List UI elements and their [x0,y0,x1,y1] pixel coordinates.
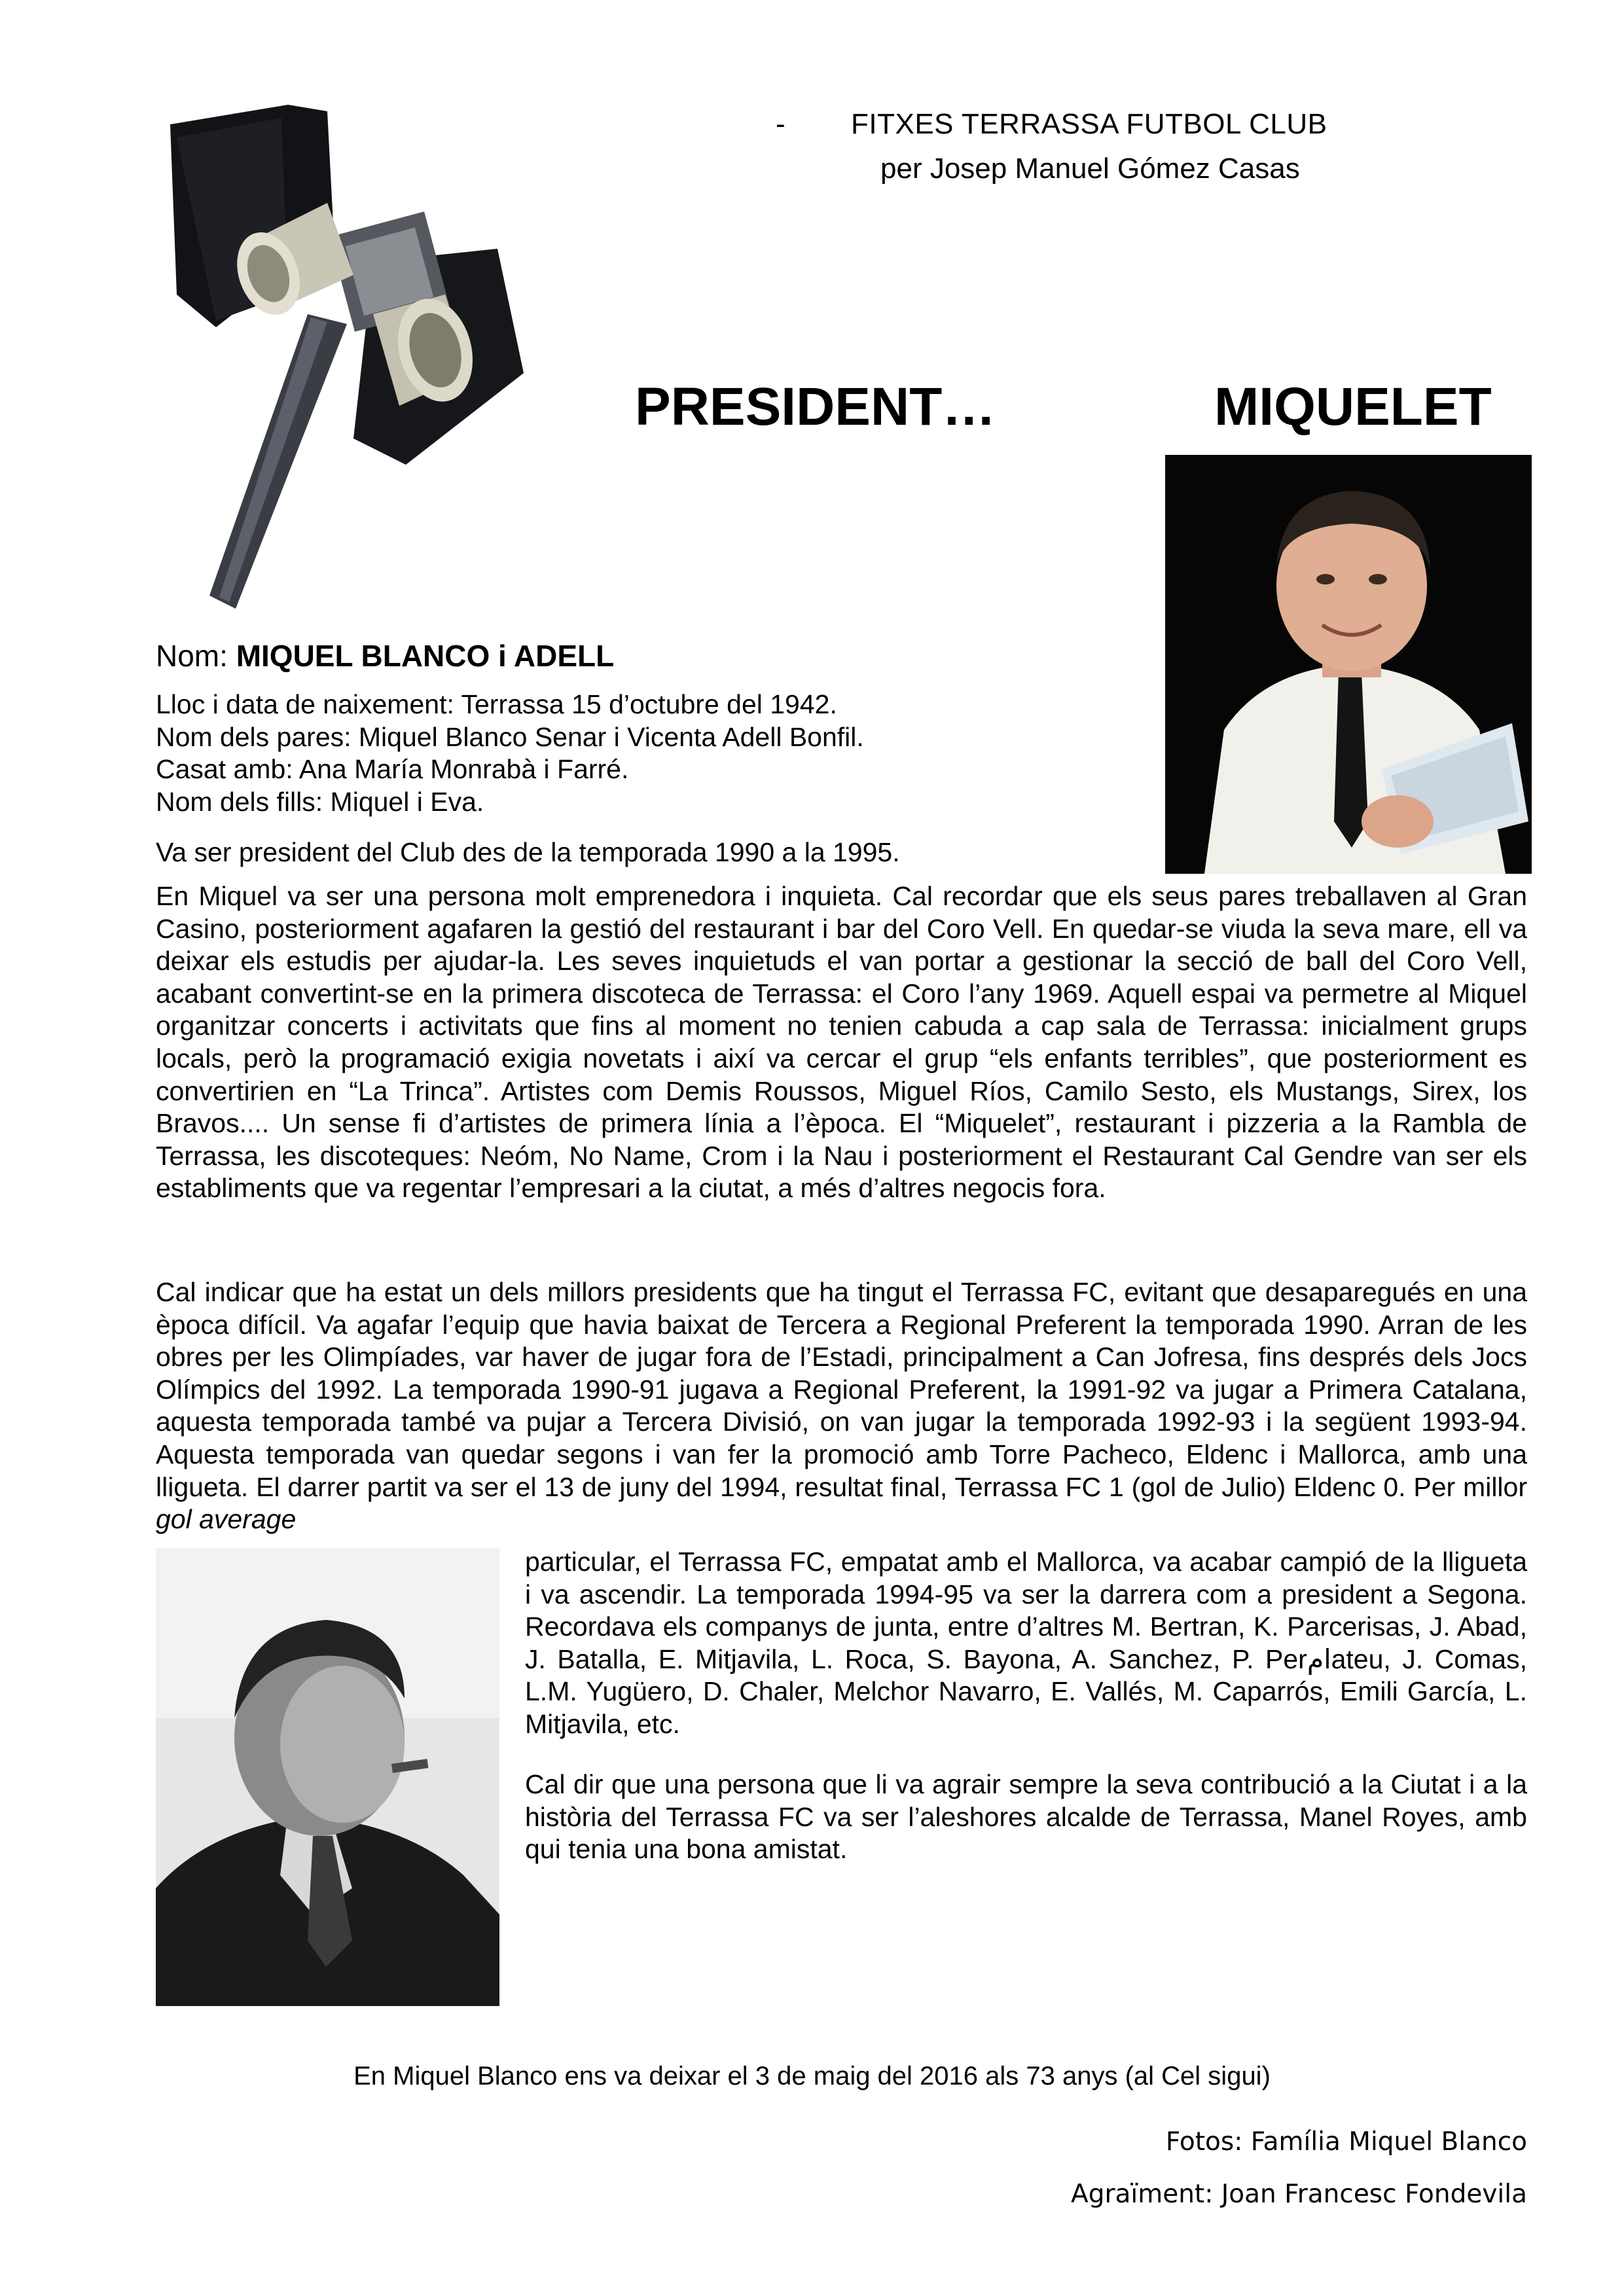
profile-facts [156,689,1138,818]
photos-credit: Fotos: Família Miquel Blanco [1165,2127,1527,2157]
profile-photo-bw [156,1548,499,2006]
series-title: FITXES TERRASSA FUTBOL CLUB [851,108,1327,140]
paragraph-presidency-end: particular, el Terrassa FC, empatat amb el Mallorca, va acabar campió de la lligueta i va ascendir. La temporada 1994-95 va ser la darrera com a president a Segona. Recordava els companys de junta, entre d’altres M. Bertran, K. Parcerisas, J. Abad, J. Batalla, E. Mitjavila, L. Roca, S. Bayona, A. Sanchez, P. Perامateu, J. Comas, L.M. Yugüero, D. Chaler, Melchor Navarro, E. Vallés, M. Caparrós, Emili García, L. Mitjavila, etc. [525,1547,1528,1739]
gol-average-italic: gol average [156,1504,297,1535]
name-line [156,638,614,673]
author-line: per Josep Manuel Gómez Casas [880,152,1300,185]
header-dash: - [776,108,785,140]
paragraph-mayor: Cal dir que una persona que li va agrair sempre la seva contribució a la Ciutat i a la història del Terrassa FC va ser l’aleshores alcalde de Terrassa, Manel Royes, amb qui tenia una bona amistat. [525,1769,1527,1865]
presidency-line: Va ser president del Club des de la temporada 1990 a la 1995. [156,837,900,867]
name-value: MIQUEL BLANCO i ADELL [236,639,615,673]
loudspeaker-image [157,98,615,609]
paragraph-presidency-start [156,1276,1527,1546]
thanks-credit: Agraïment: Joan Francesc Fondevila [1071,2179,1527,2209]
fact-parents: Nom dels pares: Miquel Blanco Senar i Vicenta Adell Bonfil. [156,721,864,752]
fact-children: Nom dels fills: Miquel i Eva. [156,786,484,817]
paragraph-biography: En Miquel va ser una persona molt emprenedora i inquieta. Cal recordar que els seus pares treballaven al Gran Casino, posteriorment agafaren la gestió del restaurant i bar del Coro Vell. En quedar-se viuda la seva mare, ell va deixar els estudis per ajudar-la. Les seves inquietuds el van portar a gestionar la secció de ball del Coro Vell, acabant convertint-se en la primera discoteca de Terrassa: el Coro l’any 1969. Aquell espai va permetre al Miquel organitzar concerts i activitats que fins al moment no tenien cabuda a cap sala de Terrassa: inicialment grups locals, però la programació exigia novetats i així va cercar el grup “els enfants terribles”, que posteriorment es convertirien en “La Trinca”. Artistes com Demis Roussos, Miguel Ríos, Camilo Sesto, els Mustangs, Sirex, los Bravos.... Un sense fi d’artistes de primera línia a l’època. El “Miquelet”, restaurant i pizzeria a la Rambla de Terrassa, les discoteques: Neóm, No Name, Crom i la Nau i posteriorment el Restaurant Cal Gendre van ser els establiments que va regentar l’empresari a la ciutat, a més d’altres negocis fora. [156,881,1527,1204]
name-label: Nom: [156,639,228,673]
title-miquelet: MIQUELET [1214,377,1492,437]
fact-spouse: Casat amb: Ana María Monrabà i Farré. [156,754,629,785]
presidency-text-start: Cal indicar que ha estat un dels millors presidents que ha tingut el Terrassa FC, evitant que desaparegués en una època difícil. Va agafar l’equip que havia baixat de Tercera a Regional Preferent la temporada 1990. Arran de les obres per les Olimpíades, var haver de jugar fora de l’Estadi, principalment a Can Jofresa, fins després dels Jocs Olímpics del 1992. La temporada 1990-91 jugava a Regional Preferent, la 1991-92 va jugar a Primera Catalana, aquesta temporada també va pujar a Tercera Divisió, on van jugar la temporada 1992-93 i la següent 1993-94. Aquesta temporada van quedar segons i van fer la promoció amb Torre Pacheco, Eldenc i Mallorca, amb una lligueta. El darrer partit va ser el 13 de juny del 1994, resultat final, Terrassa FC 1 (gol de Julio) Eldenc 0. Per millor [156,1277,1527,1502]
portrait-photo [1165,455,1532,874]
memorial-line: En Miquel Blanco ens va deixar el 3 de maig del 2016 als 73 anys (al Cel sigui) [353,2062,1271,2090]
fact-birth: Lloc i data de naixement: Terrassa 15 d’octubre del 1942. [156,689,837,719]
title-president: PRESIDENT… [635,377,996,437]
